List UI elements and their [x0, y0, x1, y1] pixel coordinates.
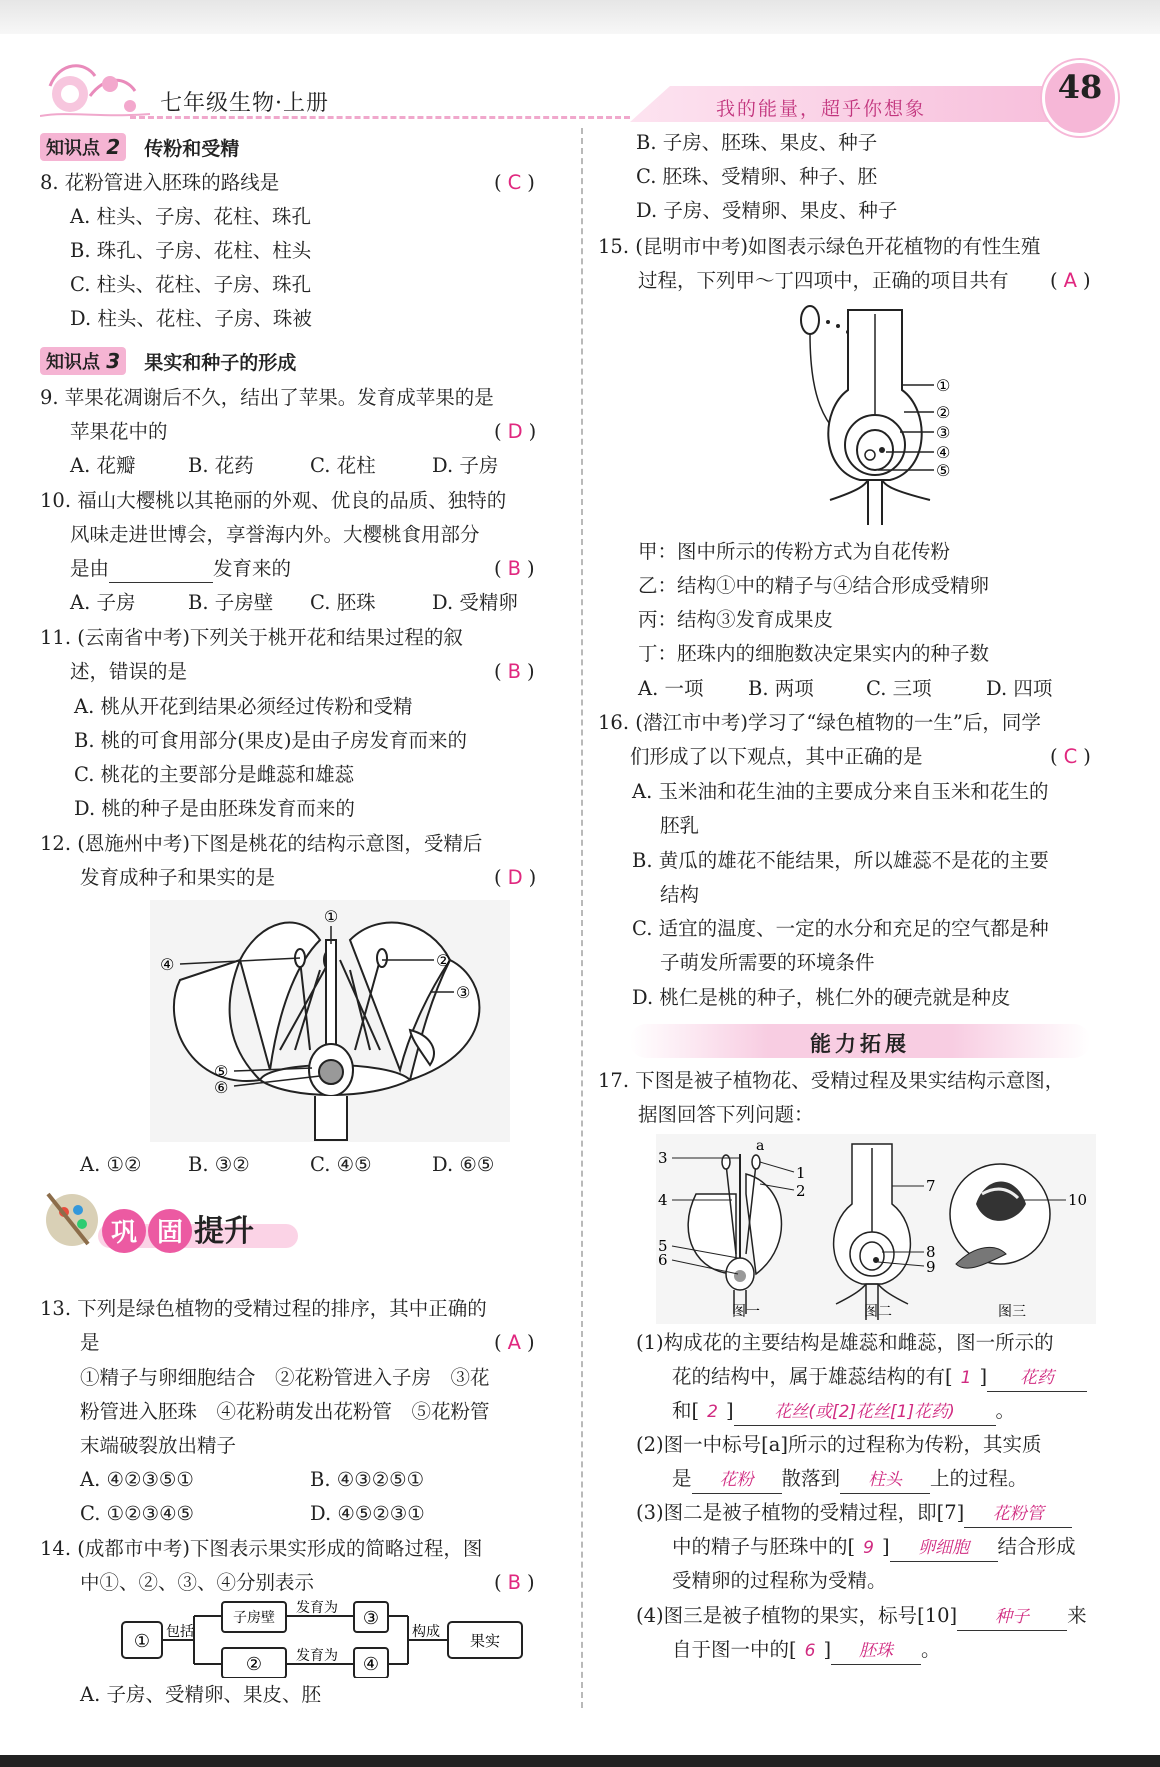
pistil-fertilization-diagram: [800, 300, 970, 530]
q10-option: C. 胚珠: [310, 591, 376, 614]
diagram-box: ②: [245, 1654, 263, 1675]
figure-label: 4: [658, 1191, 668, 1209]
q10-line: 是由 发育来的: [70, 556, 291, 583]
q11-line: 11. (云南省中考)下列关于桃开花和结果过程的叙: [40, 626, 463, 649]
q17-part1: (1)构成花的主要结构是雄蕊和雌蕊，图一所示的: [636, 1331, 1054, 1354]
q15-answer: ( A ): [1050, 269, 1091, 292]
q13-line: ①精子与卵细胞结合 ②花粉管进入子房 ③花: [80, 1366, 490, 1389]
q9-option: A. 花瓣: [70, 454, 136, 477]
knowledge-point-2: 知识点 2 传粉和受精: [40, 133, 239, 161]
q14-option: A. 子房、受精卵、果皮、胚: [80, 1683, 321, 1706]
figure-label: ⑤: [936, 461, 951, 480]
handwritten-answer: 种子: [995, 1607, 1030, 1627]
angiosperm-diagram: [656, 1134, 1096, 1324]
q12-line: 12. (恩施州中考)下图是桃花的结构示意图，受精后: [40, 832, 483, 855]
q8-option: A. 柱头、子房、花柱、珠孔: [70, 205, 311, 228]
knowledge-point-title: 传粉和受精: [144, 137, 240, 160]
q9-option: D. 子房: [432, 454, 499, 477]
diagram-label: 包括: [166, 1624, 194, 1640]
figure-caption: 图一: [732, 1304, 760, 1320]
figure-caption: 图三: [998, 1304, 1026, 1320]
q16-line: 16. (潜江市中考)学习了“绿色植物的一生”后，同学: [598, 711, 1041, 734]
figure-label: ②: [436, 951, 451, 970]
figure-label: ④: [160, 955, 175, 974]
handwritten-answer: 花粉管: [992, 1504, 1044, 1524]
page-number: 48: [1057, 68, 1103, 106]
q17-part4: (4)图三是被子植物的果实，标号[10] 种子 来: [636, 1603, 1087, 1631]
figure-label: ①: [936, 376, 951, 395]
figure-label: ③: [456, 983, 471, 1002]
consolidate-title: 巩 固 提升: [102, 1206, 254, 1253]
q14-option: B. 子房、胚珠、果皮、种子: [636, 131, 878, 154]
answer-blank: [734, 1398, 996, 1426]
handwritten-answer: 柱头: [868, 1470, 903, 1490]
q14-line: 14. (成都市中考)下图表示果实形成的简略过程，图: [40, 1537, 483, 1560]
q16-option: C. 适宜的温度、一定的水分和充足的空气都是种: [632, 917, 1049, 940]
diagram-box: ①: [133, 1631, 151, 1652]
q9-line: 9. 苹果花凋谢后不久，结出了苹果。发育成苹果的是: [40, 386, 494, 409]
diagram-box: 子房壁: [233, 1610, 275, 1626]
q15-line: 过程，下列甲～丁四项中，正确的项目共有: [638, 269, 1009, 292]
q11-line: 述，错误的是: [70, 660, 188, 683]
q13-line: 是: [80, 1331, 100, 1354]
q9-answer: ( D ): [494, 420, 537, 443]
q8-stem: 8. 花粉管进入胚珠的路线是: [40, 171, 280, 194]
diagram-box: ③: [362, 1608, 380, 1629]
knowledge-point-3: 知识点 3 果实和种子的形成: [40, 347, 296, 375]
q13-line: 粉管进入胚珠 ④花粉萌发出花粉管 ⑤花粉管: [80, 1400, 490, 1423]
q8-answer: ( C ): [494, 171, 535, 194]
figure-label: 3: [658, 1149, 668, 1167]
fruit-formation-diagram: [118, 1600, 528, 1678]
q15-statement: 丁：胚珠内的细胞数决定果实内的种子数: [638, 642, 990, 665]
handwritten-answer: 卵细胞: [918, 1538, 970, 1558]
q11-option: B. 桃的可食用部分(果皮)是由子房发育而来的: [74, 729, 467, 752]
q15-option: D. 四项: [986, 677, 1053, 700]
q16-option: 子萌发所需要的环境条件: [660, 951, 875, 974]
q9-line: 苹果花中的: [70, 420, 168, 443]
answer-blank: [957, 1603, 1067, 1631]
handwritten-answer: 花粉: [719, 1470, 754, 1490]
handwritten-answer: 花丝(或[2]花丝[1]花药): [774, 1402, 955, 1422]
q15-statement: 甲：图中所示的传粉方式为自花传粉: [638, 540, 951, 563]
figure-label: ④: [936, 443, 951, 462]
figure-label: ⑤: [214, 1062, 229, 1081]
q13-line: 末端破裂放出精子: [80, 1434, 237, 1457]
q17-part3: (3)图二是被子植物的受精过程，即[7] 花粉管: [636, 1500, 1072, 1528]
q11-option: C. 桃花的主要部分是雌蕊和雄蕊: [74, 763, 355, 786]
figure-label: 8: [926, 1243, 936, 1261]
q12-line: 发育成种子和果实的是: [80, 866, 276, 889]
q13-option: D. ④⑤②③①: [310, 1502, 425, 1525]
answer-blank: [840, 1466, 930, 1494]
figure-label: 7: [926, 1177, 936, 1195]
bottom-band: [0, 1755, 1160, 1767]
q17-part2: 是 花粉 散落到 柱头 上的过程。: [672, 1466, 1028, 1494]
q11-answer: ( B ): [494, 660, 535, 683]
q14-line: 中①、②、③、④分别表示: [80, 1571, 315, 1594]
q16-option: 胚乳: [660, 814, 700, 837]
q17-part4: 自于图一中的[ 6 ] 胚珠 。: [672, 1637, 941, 1665]
peach-flower-diagram: [150, 900, 510, 1142]
figure-label: a: [756, 1138, 765, 1154]
q17-part1: 和[ 2 ] 花丝(或[2]花丝[1]花药) 。: [672, 1398, 1015, 1426]
answer-blank: [109, 556, 213, 583]
figure-label: 1: [796, 1164, 806, 1182]
q9-option: C. 花柱: [310, 454, 376, 477]
q13-line: 13. 下列是绿色植物的受精过程的排序，其中正确的: [40, 1297, 487, 1320]
q14-option: C. 胚珠、受精卵、种子、胚: [636, 165, 878, 188]
knowledge-point-title: 果实和种子的形成: [144, 351, 297, 374]
q12-option: C. ④⑤: [310, 1153, 372, 1176]
q15-line: 15. (昆明市中考)如图表示绿色开花植物的有性生殖: [598, 235, 1041, 258]
handwritten-answer: 1: [960, 1368, 972, 1388]
figure-label: 5: [658, 1237, 668, 1255]
diagram-label: 发育为: [296, 1600, 338, 1616]
q16-line: 们形成了以下观点，其中正确的是: [630, 745, 923, 768]
q13-answer: ( A ): [494, 1331, 535, 1354]
q10-option: A. 子房: [70, 591, 136, 614]
q13-option: A. ④②③⑤①: [80, 1468, 194, 1491]
q8-option: B. 珠孔、子房、花柱、柱头: [70, 239, 312, 262]
q8-option: C. 柱头、花柱、子房、珠孔: [70, 273, 312, 296]
handwritten-answer: 2: [707, 1402, 718, 1422]
q16-option: A. 玉米油和花生油的主要成分来自玉米和花生的: [632, 780, 1049, 803]
q16-option: B. 黄瓜的雄花不能结果，所以雄蕊不是花的主要: [632, 849, 1049, 872]
figure-label: ②: [936, 403, 951, 422]
q17-part1: 花的结构中，属于雄蕊结构的有[ 1 ] 花药: [672, 1364, 1087, 1392]
q17-line: 据图回答下列问题：: [638, 1103, 814, 1126]
q10-option: D. 受精卵: [432, 591, 518, 614]
q12-option: A. ①②: [80, 1153, 142, 1176]
answer-blank: [987, 1364, 1087, 1392]
slogan: 我的能量，超乎你想象: [716, 98, 927, 120]
q9-option: B. 花药: [188, 454, 254, 477]
q16-option: 结构: [660, 883, 700, 906]
q17-line: 17. 下图是被子植物花、受精过程及果实结构示意图，: [598, 1069, 1065, 1092]
figure-caption: 图二: [864, 1304, 892, 1320]
q10-answer: ( B ): [494, 557, 535, 580]
handwritten-answer: 9: [863, 1538, 874, 1558]
q15-statement: 丙：结构③发育成果皮: [638, 608, 834, 631]
q13-option: B. ④③②⑤①: [310, 1468, 425, 1491]
q12-option: D. ⑥⑤: [432, 1153, 495, 1176]
handwritten-answer: 花药: [1020, 1368, 1055, 1388]
book-title: 七年级生物·上册: [160, 91, 329, 116]
q17-part3: 受精卵的过程称为受精。: [672, 1569, 887, 1592]
diagram-label: 发育为: [296, 1648, 338, 1664]
q14-answer: ( B ): [494, 1571, 535, 1594]
q11-option: A. 桃从开花到结果必须经过传粉和受精: [74, 695, 413, 718]
figure-label: ①: [323, 907, 339, 926]
q8-option: D. 柱头、花柱、子房、珠被: [70, 307, 312, 330]
q15-option: C. 三项: [866, 677, 932, 700]
q17-part3: 中的精子与胚珠中的[ 9 ] 卵细胞 结合形成: [672, 1534, 1076, 1562]
q15-option: B. 两项: [748, 677, 814, 700]
answer-blank: [692, 1466, 782, 1494]
q15-statement: 乙：结构①中的精子与④结合形成受精卵: [638, 574, 990, 597]
q10-line: 10. 福山大樱桃以其艳丽的外观、优良的品质、独特的: [40, 489, 507, 512]
diagram-label: 构成: [412, 1624, 440, 1640]
q11-option: D. 桃的种子是由胚珠发育而来的: [74, 797, 355, 820]
q12-answer: ( D ): [494, 866, 537, 889]
q15-option: A. 一项: [638, 677, 704, 700]
ability-title: 能力拓展: [810, 1032, 910, 1056]
q14-option: D. 子房、受精卵、果皮、种子: [636, 199, 898, 222]
figure-label: 6: [658, 1251, 668, 1269]
answer-blank: [964, 1500, 1072, 1528]
figure-label: ⑥: [214, 1078, 229, 1097]
figure-label: 9: [926, 1258, 936, 1276]
header-divider: [130, 116, 630, 119]
q16-option: D. 桃仁是桃的种子，桃仁外的硬壳就是种皮: [632, 986, 1011, 1009]
q10-line: 风味走进世博会，享誉海内外。大樱桃食用部分: [70, 523, 480, 546]
q13-option: C. ①②③④⑤: [80, 1502, 195, 1525]
q12-option: B. ③②: [188, 1153, 250, 1176]
diagram-box: 果实: [469, 1632, 501, 1650]
answer-blank: [831, 1637, 921, 1665]
column-divider: [581, 128, 583, 1708]
answer-blank: [890, 1534, 998, 1562]
handwritten-answer: 6: [804, 1641, 816, 1661]
top-band: [0, 0, 1160, 34]
figure-label: 10: [1068, 1191, 1088, 1209]
q16-answer: ( C ): [1050, 745, 1091, 768]
q10-option: B. 子房壁: [188, 591, 274, 614]
diagram-box: ④: [362, 1654, 380, 1675]
handwritten-answer: 胚珠: [859, 1641, 894, 1661]
figure-label: ③: [936, 423, 951, 442]
q17-part2: (2)图一中标号[a]所示的过程称为传粉，其实质: [636, 1433, 1042, 1456]
figure-label: 2: [796, 1182, 806, 1200]
